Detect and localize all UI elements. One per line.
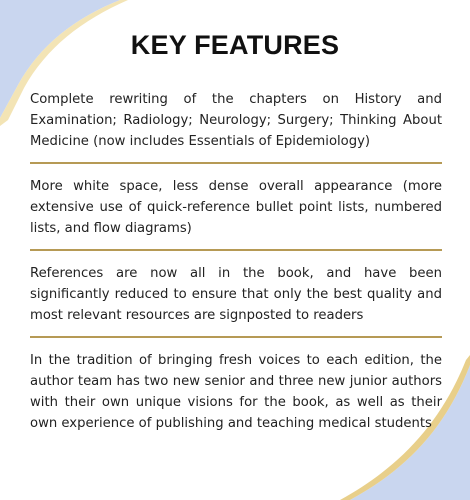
section-divider	[30, 336, 442, 338]
page-title: KEY FEATURES	[130, 30, 340, 60]
section-divider	[30, 162, 442, 164]
feature-item-rewriting: Complete rewriting of the chapters on History and Examination; Radiology; Neurology; Surgery; Thinking About Medicine (now includes Essentials of Epidemiology)	[30, 92, 442, 149]
feature-item-references: References are now all in the book, and have been significantly reduced to ensure that only the best quality and most relevant resources are signposted to readers	[30, 266, 442, 323]
feature-item-white-space: More white space, less dense overall appearance (more extensive use of quick-reference bullet point lists, numbered lists, and flow diagrams)	[30, 179, 442, 236]
feature-item-author-team: In the tradition of bringing fresh voices to each edition, the author team has two new senior and three new junior authors with their own unique visions for the book, as well as their own experience of publishing and teaching medical students	[30, 353, 442, 431]
section-divider	[30, 249, 442, 251]
